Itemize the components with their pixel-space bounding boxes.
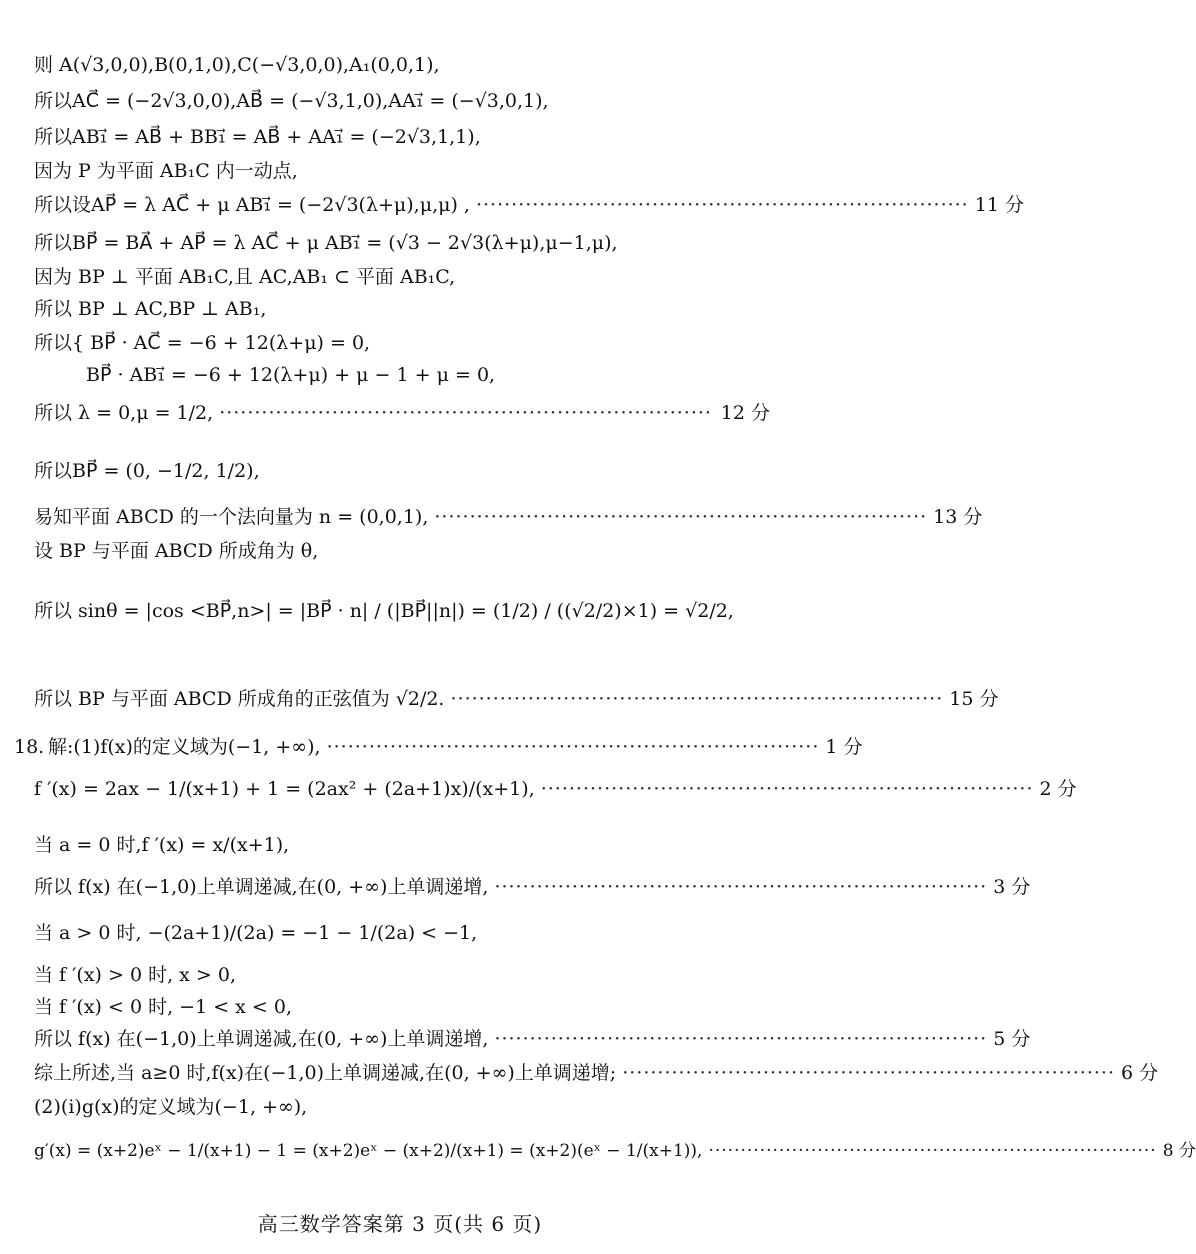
text-line: 所以AC⃗ = (−2√3,0,0),AB⃗ = (−√3,1,0),AA₁⃗ = (−√3,0,1), [34,90,549,112]
text-line-scored: 所以设AP⃗ = λ AC⃗ + μ AB₁⃗ = (−2√3(λ+μ),μ,μ) , ······································································ 11 分 [34,194,1024,216]
text-line: 所以BP⃗ = BA⃗ + AP⃗ = λ AC⃗ + μ AB₁⃗ = (√3 − 2√3(λ+μ),μ−1,μ), [34,232,618,254]
leader-dots: ······································································ [326,736,820,758]
text-line-scored: f ′(x) = 2ax − 1/(x+1) + 1 = (2ax² + (2a+1)x)/(x+1), ······································································ 2 分 [34,778,1077,800]
score-label: 5 分 [993,1028,1031,1050]
score-label: 12 分 [720,402,770,424]
text-line: 则 A(√3,0,0),B(0,1,0),C(−√3,0,0),A₁(0,0,1), [34,54,440,76]
text-line: 设 BP 与平面 ABCD 所成角为 θ, [34,540,319,562]
text-line: 当 f ′(x) > 0 时, x > 0, [34,964,237,986]
text-line: 当 a > 0 时, −(2a+1)/(2a) = −1 − 1/(2a) < −1, [34,922,478,944]
text-line: 所以BP⃗ = (0, −1/2, 1/2), [34,460,260,482]
equation-system-row-1: 所以{ BP⃗ · AC⃗ = −6 + 12(λ+μ) = 0, [34,332,371,354]
text-line-scored: 易知平面 ABCD 的一个法向量为 n = (0,0,1), ······································································ 13 分 [34,506,983,528]
leader-dots: ······································································ [540,778,1034,800]
leader-dots: ······································································ [475,194,969,216]
leader-dots: ······································································ [494,876,988,898]
page-footer: 高三数学答案第 3 页(共 6 页) [257,1212,543,1236]
text-line-scored: 解:(1)f(x)的定义域为(−1, +∞), ······································································ 1 分 [48,736,863,758]
leader-dots: ······································································ [450,688,944,710]
text-line-scored: 所以 f(x) 在(−1,0)上单调递减,在(0, +∞)上单调递增, ······································································ 5 分 [34,1028,1031,1050]
score-label: 3 分 [993,876,1031,898]
text-line-scored: 所以 λ = 0,μ = 1/2, ······································································ 12 分 [34,402,770,424]
leader-dots: ······································································ [219,402,712,424]
leader-dots: ······································································ [494,1028,988,1050]
text-line-scored: 所以 BP 与平面 ABCD 所成角的正弦值为 √2/2. ······································································ 15 分 [34,688,999,710]
text-line-scored: 综上所述,当 a≥0 时,f(x)在(−1,0)上单调递减,在(0, +∞)上单调递增; ······································································ 6 分 [34,1062,1159,1084]
score-label: 13 分 [933,506,983,528]
score-label: 8 分 [1162,1141,1196,1161]
text-line: 所以AB₁⃗ = AB⃗ + BB₁⃗ = AB⃗ + AA₁⃗ = (−2√3,1,1), [34,126,481,148]
score-label: 2 分 [1039,778,1077,800]
score-label: 1 分 [825,736,863,758]
score-label: 6 分 [1121,1062,1159,1084]
text-line: 当 a = 0 时,f ′(x) = x/(x+1), [34,834,290,856]
text-line: (2)(ⅰ)g(x)的定义域为(−1, +∞), [34,1096,308,1118]
leader-dots: ······································································ [434,506,928,528]
equation-system-row-2: BP⃗ · AB₁⃗ = −6 + 12(λ+μ) + μ − 1 + μ = 0, [86,364,496,386]
text-line: 所以 sinθ = |cos <BP⃗,n>| = |BP⃗ · n| / (|BP⃗||n|) = (1/2) / ((√2/2)×1) = √2/2, [34,600,734,622]
score-label: 15 分 [949,688,999,710]
text-line-scored: 所以 f(x) 在(−1,0)上单调递减,在(0, +∞)上单调递增, ······································································ 3 分 [34,876,1031,898]
problem-number: 18. [14,736,45,758]
text-line: 当 f ′(x) < 0 时, −1 < x < 0, [34,996,293,1018]
leader-dots: ······································································ [622,1062,1115,1084]
text-line: 因为 P 为平面 AB₁C 内一动点, [34,160,298,182]
text-line-scored: g′(x) = (x+2)eˣ − 1/(x+1) − 1 = (x+2)eˣ − (x+2)/(x+1) = (x+2)(eˣ − 1/(x+1)), ······································································ 8 分 [34,1138,770,1164]
leader-dots: ······································································ [708,1141,1157,1161]
text-line: 因为 BP ⊥ 平面 AB₁C,且 AC,AB₁ ⊂ 平面 AB₁C, [34,266,456,288]
text-line: 所以 BP ⊥ AC,BP ⊥ AB₁, [34,298,267,320]
score-label: 11 分 [974,194,1024,216]
